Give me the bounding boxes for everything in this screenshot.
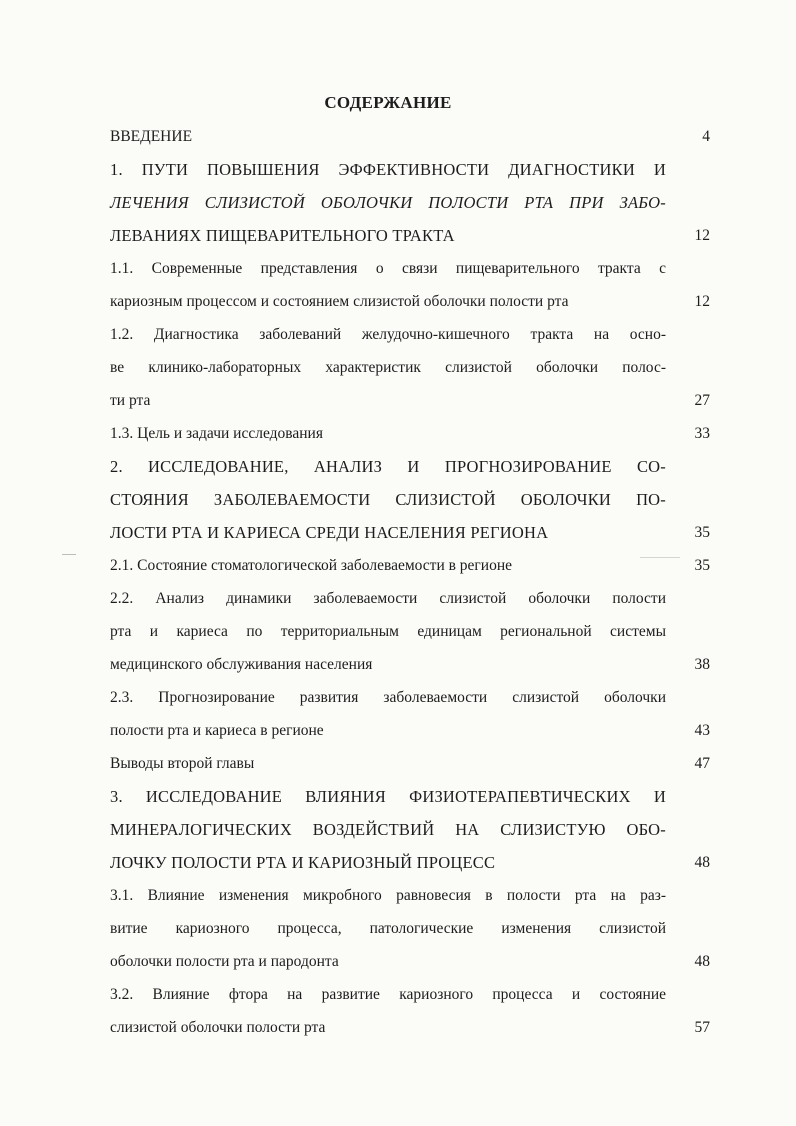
toc-line: 2.2. Анализ динамики заболеваемости слизистой оболочки полости xyxy=(110,590,666,607)
toc-entry-chapter-1 xyxy=(110,153,710,252)
toc-entry-section-2-3 xyxy=(110,681,710,747)
toc-entry-section-1-2 xyxy=(110,318,710,417)
toc-line: ЛОЧКУ ПОЛОСТИ РТА И КАРИОЗНЫЙ ПРОЦЕСС xyxy=(110,853,496,872)
toc-line: 2.3. Прогнозирование развития заболеваемости слизистой оболочки xyxy=(110,689,666,706)
toc-line: оболочки полости рта и пародонта xyxy=(110,953,339,970)
table-of-contents xyxy=(110,120,710,1044)
toc-entry-section-3-1 xyxy=(110,879,710,978)
toc-page-number: 48 xyxy=(694,953,710,970)
toc-page-number: 12 xyxy=(694,293,710,310)
toc-entry-chapter-3 xyxy=(110,780,710,879)
toc-entry-section-1-3 xyxy=(110,417,710,450)
toc-line: рта и кариеса по территориальным единицам региональной системы xyxy=(110,623,666,640)
toc-line: 2. ИССЛЕДОВАНИЕ, АНАЛИЗ И ПРОГНОЗИРОВАНИЕ СО- xyxy=(110,457,666,476)
toc-line: витие кариозного процесса, патологические изменения слизистой xyxy=(110,920,666,937)
toc-line: ве клинико-лабораторных характеристик слизистой оболочки полос- xyxy=(110,359,666,376)
toc-page-number: 35 xyxy=(694,557,710,574)
toc-line: ЛЕВАНИЯХ ПИЩЕВАРИТЕЛЬНОГО ТРАКТА xyxy=(110,226,455,245)
scan-mark xyxy=(640,557,680,558)
toc-entry-conclusions-2 xyxy=(110,747,710,780)
toc-line: 3. ИССЛЕДОВАНИЕ ВЛИЯНИЯ ФИЗИОТЕРАПЕВТИЧЕСКИХ И xyxy=(110,787,666,806)
toc-line: 1.2. Диагностика заболеваний желудочно-кишечного тракта на осно- xyxy=(110,326,666,343)
toc-page-number: 27 xyxy=(694,392,710,409)
toc-page-number: 47 xyxy=(694,755,710,772)
toc-page-number: 43 xyxy=(694,722,710,739)
toc-line: полости рта и кариеса в регионе xyxy=(110,722,324,739)
toc-page-number: 48 xyxy=(694,854,710,871)
toc-entry-section-3-2 xyxy=(110,978,710,1044)
toc-line: слизистой оболочки полости рта xyxy=(110,1019,326,1036)
scan-mark xyxy=(62,554,76,555)
toc-entry-section-2-1 xyxy=(110,549,710,582)
toc-page-number: 4 xyxy=(702,128,710,145)
toc-line: ЛЕЧЕНИЯ СЛИЗИСТОЙ ОБОЛОЧКИ ПОЛОСТИ РТА ПРИ ЗАБО- xyxy=(110,193,666,212)
toc-page-number: 35 xyxy=(694,524,710,541)
toc-line: 3.1. Влияние изменения микробного равновесия в полости рта на раз- xyxy=(110,887,666,904)
toc-line: кариозным процессом и состоянием слизистой оболочки полости рта xyxy=(110,293,569,310)
toc-line: 1.3. Цель и задачи исследования xyxy=(110,425,323,442)
toc-line: Выводы второй главы xyxy=(110,755,255,772)
toc-line: ти рта xyxy=(110,392,151,409)
toc-line: 1. ПУТИ ПОВЫШЕНИЯ ЭФФЕКТИВНОСТИ ДИАГНОСТИКИ И xyxy=(110,160,666,179)
toc-line: медицинского обслуживания населения xyxy=(110,656,373,673)
toc-line: 2.1. Состояние стоматологической заболеваемости в регионе xyxy=(110,557,513,574)
toc-page-number: 57 xyxy=(694,1019,710,1036)
toc-page-number: 38 xyxy=(694,656,710,673)
page-title: СОДЕРЖАНИЕ xyxy=(324,93,452,112)
toc-entry-introduction xyxy=(110,120,710,153)
toc-entry-chapter-2 xyxy=(110,450,710,549)
toc-entry-section-1-1 xyxy=(110,252,710,318)
toc-line: 1.1. Современные представления о связи пищеварительного тракта с xyxy=(110,260,666,277)
toc-line: ЛОСТИ РТА И КАРИЕСА СРЕДИ НАСЕЛЕНИЯ РЕГИОНА xyxy=(110,523,549,542)
toc-entry-section-2-2 xyxy=(110,582,710,681)
toc-line: ВВЕДЕНИЕ xyxy=(110,128,193,145)
toc-line: 3.2. Влияние фтора на развитие кариозного процесса и состояние xyxy=(110,986,666,1003)
toc-line: МИНЕРАЛОГИЧЕСКИХ ВОЗДЕЙСТВИЙ НА СЛИЗИСТУЮ ОБО- xyxy=(110,820,666,839)
toc-page-number: 33 xyxy=(694,425,710,442)
toc-page-number: 12 xyxy=(694,227,710,244)
toc-line: СТОЯНИЯ ЗАБОЛЕВАЕМОСТИ СЛИЗИСТОЙ ОБОЛОЧКИ ПО- xyxy=(110,490,666,509)
